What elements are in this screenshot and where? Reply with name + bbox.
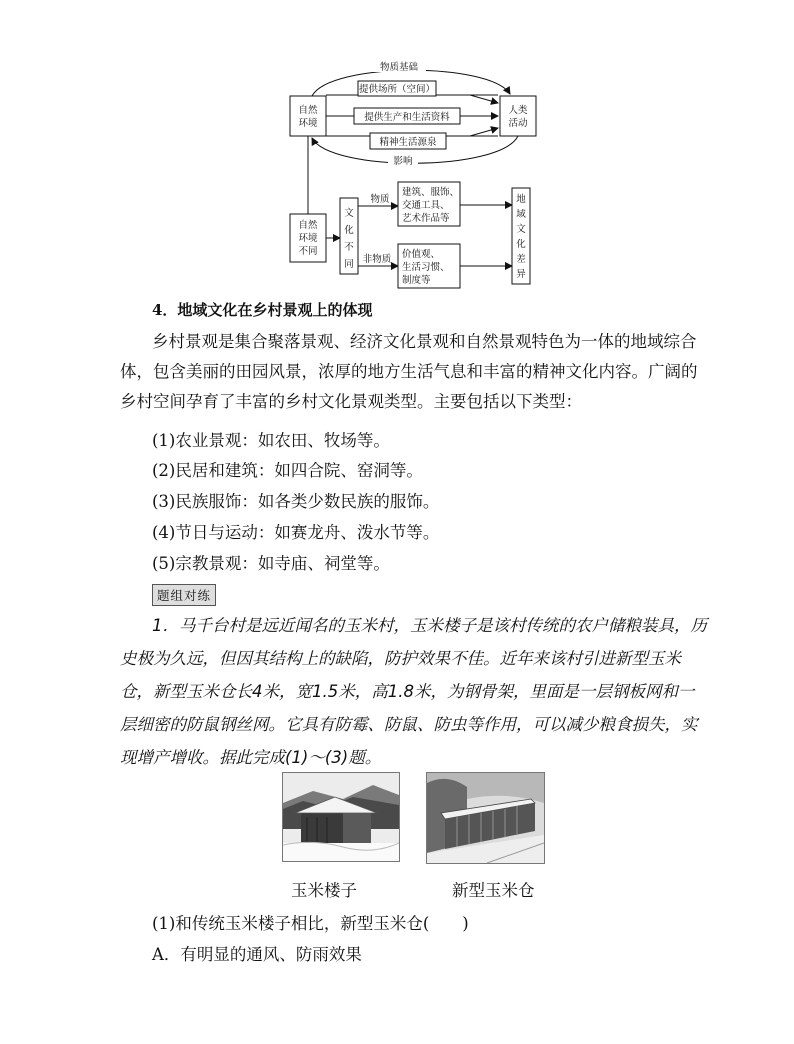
regional-diff-char-2: 域 [516, 209, 526, 220]
caption-new-corn-bin: 新型玉米仓 [452, 881, 535, 900]
corn-tower-photo [282, 772, 400, 862]
resources-label: 提供生产和生活资料 [364, 112, 450, 123]
diff-env-label-2: 环境 [298, 233, 318, 244]
human-activity-label-2: 活动 [508, 118, 528, 129]
material-basis-label: 物质基础 [379, 62, 419, 73]
natural-env-label-2: 环境 [298, 118, 318, 129]
culture-environment-diagram [0, 0, 794, 300]
caption-corn-tower: 玉米楼子 [291, 881, 357, 900]
culture-diff-char-1: 文 [344, 208, 354, 219]
section-title: 4．地域文化在乡村景观上的体现 [152, 301, 373, 319]
exercise-tag: 题组对练 [152, 584, 216, 606]
spirit-label: 精神生活源泉 [379, 137, 437, 148]
culture-diff-char-2: 化 [344, 225, 354, 236]
human-activity-box [500, 96, 536, 136]
material-item-3: 艺术作品等 [402, 213, 450, 224]
influence-label: 影响 [393, 156, 413, 167]
regional-diff-char-5: 差 [516, 254, 526, 265]
list-item-religion: (5)宗教景观：如寺庙、祠堂等。 [152, 554, 390, 573]
human-activity-label-1: 人类 [508, 105, 528, 116]
regional-diff-char-3: 文 [516, 224, 526, 235]
regional-diff-char-4: 化 [516, 239, 526, 250]
culture-diff-char-3: 不 [344, 242, 354, 253]
question-1-text: 1．马千台村是远近闻名的玉米村，玉米楼子是该村传统的农户储粮装具，历史极为久远，但因其结构上的缺陷，防护效果不佳。近年来该村引进新型玉米仓，新型玉米仓长4米，宽1.5米，高1.8米，为钢骨架，里面是一层钢板网和一层细密的防鼠钢丝网。它具有防霉、防鼠、防虫等作用，可以减少粮食损失，实现增产增收。据此完成(1)～(3)题。 [120, 616, 707, 767]
natural-env-label-1: 自然 [298, 105, 318, 116]
section-intro-paragraph: 乡村景观是集合聚落景观、经济文化景观和自然景观特色为一体的地域综合体，包含美丽的田园风景，浓厚的地方生活气息和丰富的精神文化内容。广阔的乡村空间孕育了丰富的乡村文化景观类型。主要包括以下类型： [120, 332, 698, 411]
nonmaterial-item-1: 价值观、 [402, 249, 441, 260]
regional-diff-char-6: 异 [516, 269, 526, 280]
diff-env-label-3: 不同 [298, 246, 318, 257]
natural-env-box [290, 96, 326, 136]
list-item-housing: (2)民居和建筑：如四合院、窑洞等。 [152, 461, 423, 480]
material-item-2: 交通工具、 [402, 200, 450, 211]
nonmaterial-item-3: 制度等 [402, 275, 431, 286]
list-item-agriculture: (1)农业景观：如农田、牧场等。 [152, 431, 390, 450]
place-label: 提供场所（空间） [358, 84, 436, 95]
material-label: 物质 [370, 194, 390, 205]
list-item-festival: (4)节日与运动：如赛龙舟、泼水节等。 [152, 523, 440, 542]
new-corn-bin-photo [426, 772, 545, 864]
nonmaterial-label: 非物质 [362, 254, 392, 265]
culture-diff-char-4: 同 [344, 259, 354, 270]
regional-diff-char-1: 地 [516, 194, 526, 205]
option-a: A．有明显的通风、防雨效果 [152, 945, 362, 964]
nonmaterial-item-2: 生活习惯、 [402, 262, 450, 273]
diff-env-label-1: 自然 [298, 220, 318, 231]
material-item-1: 建筑、服饰、 [402, 187, 460, 198]
list-item-costume: (3)民族服饰：如各类少数民族的服饰。 [152, 492, 440, 511]
sub-question-1: (1)和传统玉米楼子相比，新型玉米仓( ) [152, 914, 469, 933]
